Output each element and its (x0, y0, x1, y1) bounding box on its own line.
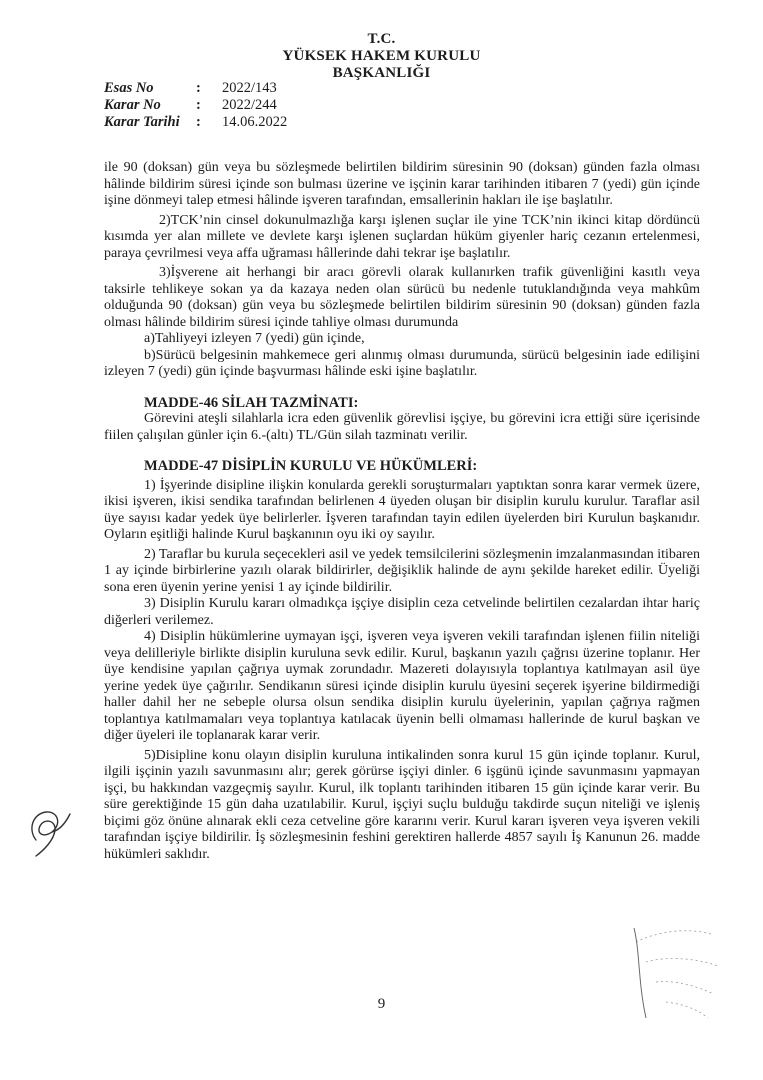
stamp-mark (626, 922, 726, 1037)
handwritten-signature (22, 800, 77, 865)
document-body (104, 160, 700, 863)
article-47-item-5: 5)Disipline konu olayın disiplin kuruluna intikalinden sonra kurul 15 gün içinde toplanır. Kurul, ilgili işçinin yazılı savunmasını alır; gerek görürse işçiyi dinler. 6 işgünü içinde savunmasını yapmayan işçi, bu hakkından vazgeçmiş sayılır. Kurul, ilk toplantı tarihinden itibaren 15 gün içinde karar verir. Bu süre gerektiğinde 15 gün daha uzatılabilir. Kurul, işçiyi suçlu bulduğu takdirde suçun niteliği ve işleniş biçimi göz önüne alınarak ekli ceza cetveline göre kararını verir. Kurul kararı işveren veya işveren vekili tarafından işçiye bildirilir. İş sözleşmesinin feshini gerektiren hallerde 4857 sayılı İş Kanunun 26. madde hükümleri saklıdır. (104, 747, 700, 862)
case-metadata (104, 80, 287, 131)
meta-row-karar (104, 97, 287, 114)
article-47-heading: MADDE-47 DİSİPLİN KURULU VE HÜKÜMLERİ: (144, 458, 478, 474)
article-47-item-4: 4) Disiplin hükümlerine uymayan işçi, işveren veya işveren vekili tarafından işlenen fiilin niteliği veya delilleriyle birlikte disiplin kuruluna sevk edilir. Kurul, başkanın yazılı çağrısı üzerine toplanır. Her üye kendisine yapılan çağrıya uymak zorundadır. Mazereti dolayısıyla toplantıya katılmayan asil üye yerine yedek üye çağırılır. Sendikanın süresi içinde disiplin kurulu üyesini seçerek işyerine bildirmediği haller dahil her ne sebeple olursa olsun sendika disiplin kurulu üyelerinin, yapılan çağrıya rağmen toplantıya katılmamaları veya toplantıya katılacak üyenin belli olmaması hallerinde de kurul başkan ve diğer üyeleri ile toplanarak karar verir. (104, 629, 700, 743)
meta-value: 2022/244 (222, 97, 277, 113)
meta-row-karar-tarihi (104, 114, 287, 131)
article-47-item-1: 1) İşyerinde disipline ilişkin konularda gerekli soruşturmaları yaptıktan sonra karar vermek üzere, ikisi işveren, ikisi sendika tarafından belirlenen 4 üyeden oluşan bir disiplin kurulu kurulur. Taraflar asil üye sayısı kadar yedek üye belirlerler. İşveren tarafından tayin edilen üyelerden biri Kurulun başkanıdır. Oyların eşitliği halinde Kurul başkanının oyu iki oy sayılır. (104, 477, 700, 542)
header-tc: T.C. (367, 31, 396, 47)
meta-colon: : (196, 114, 201, 130)
page-number: 9 (377, 996, 386, 1012)
meta-label: Karar No (104, 97, 161, 113)
article-47-item-3: 3) Disiplin Kurulu kararı olmadıkça işçiye disiplin ceza cetvelinde belirtilen cezalardan ihtar hariç diğerleri verilemez. (104, 596, 700, 628)
paragraph-continuation: ile 90 (doksan) gün veya bu sözleşmede belirtilen bildirim süresinin 90 (doksan) günden fazla olması hâlinde bildirim süresi içinde son bulması üzerine ve işçinin karar tarihinden itibaren 7 (yedi) gün içinde işine dönmeyi talep etmesi hâlinde işveren tarafından, emsallerinin hakları ile işe başlatılır. (104, 160, 700, 208)
stamp-scribble (626, 922, 726, 1032)
paragraph-3b: b)Sürücü belgesinin mahkemece geri alınmış olması durumunda, sürücü belgesinin iade edilişini izleyen 7 (yedi) gün içinde başvurması hâlinde eski işine başlatılır. (104, 347, 700, 379)
paragraph-2: 2)TCK’nin cinsel dokunulmazlığa karşı işlenen suçlar ile yine TCK’nin ikinci kitap dördüncü kısımda yer alan millete ve devlete karşı işlenen suçlardan hüküm giyenler hariç cezanın ertelenmesi, paraya çevrilmesi veya affa uğraması hâllerinde dahi tekrar işe başlatılır. (104, 212, 700, 261)
meta-label: Esas No (104, 80, 154, 96)
article-46-text: Görevini ateşli silahlarla icra eden güvenlik görevlisi işçiye, bu görevini icra ettiği süre içerisinde fiilen çalışılan günler için 6.-(altı) TL/Gün silah tazminatı verilir. (104, 411, 700, 443)
meta-label: Karar Tarihi (104, 114, 180, 130)
meta-value: 2022/143 (222, 80, 277, 96)
article-46-heading: MADDE-46 SİLAH TAZMİNATI: (144, 394, 359, 411)
document-header (0, 31, 763, 82)
meta-value: 14.06.2022 (222, 114, 288, 130)
article-47-item-2: 2) Taraflar bu kurula seçecekleri asil ve yedek temsilcilerini sözleşmenin imzalanmasından itibaren 1 ay içinde birbirlerine yazılı olarak bildirirler, değişiklik halinde de aynı şekilde hareket edilir. Üyeliği sona eren üyenin yerine yenisi 1 ay içinde bildirilir. (104, 546, 700, 595)
header-institution: YÜKSEK HAKEM KURULU (282, 48, 481, 64)
signature-mark (22, 800, 77, 860)
meta-row-esas (104, 80, 287, 97)
meta-colon: : (196, 97, 201, 113)
meta-colon: : (196, 80, 201, 96)
header-department: BAŞKANLIĞI (332, 65, 431, 81)
paragraph-3: 3)İşverene ait herhangi bir aracı görevli olarak kullanırken trafik güvenliğini kasıtlı veya taksirle tehlikeye sokan ya da kazaya neden olan sürücü bu nedenle tutuklandığında veya mahkûm olduğunda 90 (doksan) gün veya bu sözleşmede belirtilen bildirim süresinin 90 (doksan) günden fazla olması hâlinde bildirim süresi içinde tahliye olması durumunda (104, 265, 700, 330)
paragraph-3a: a)Tahliyeyi izleyen 7 (yedi) gün içinde, (144, 331, 365, 346)
